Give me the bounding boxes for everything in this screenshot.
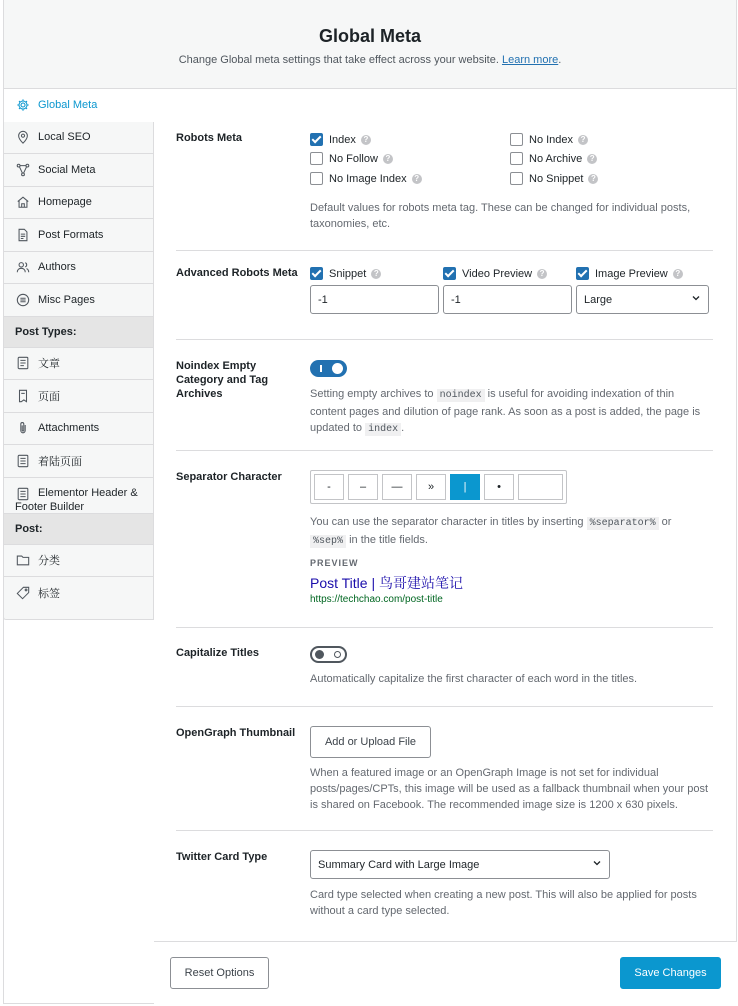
sidebar-item-tag[interactable] xyxy=(4,577,153,610)
subtitle-text: Change Global meta settings that take effect across your website. xyxy=(178,54,499,66)
separator-option-active[interactable]: | xyxy=(450,474,480,500)
location-pin-icon xyxy=(15,129,31,145)
preview-url: https://techchao.com/post-title xyxy=(310,594,443,605)
checkbox-box xyxy=(310,172,323,185)
custom-separator-input[interactable] xyxy=(518,474,563,500)
page-header xyxy=(3,0,737,89)
sidebar-item-label: Social Meta xyxy=(38,163,96,176)
page-subtitle xyxy=(4,54,736,66)
help-icon[interactable]: ? xyxy=(537,269,547,279)
sidebar-item-label: 分类 xyxy=(38,555,60,568)
separator-option[interactable]: • xyxy=(484,474,514,500)
checkbox-label: No Archive xyxy=(529,152,583,165)
sidebar-item-category[interactable] xyxy=(4,545,153,578)
separator-help xyxy=(310,514,713,550)
noarchive-checkbox[interactable] xyxy=(510,152,597,165)
checkbox-box xyxy=(510,133,523,146)
image-preview-checkbox[interactable] xyxy=(576,267,683,280)
opengraph-row xyxy=(176,707,713,831)
landing-page-icon xyxy=(15,453,31,469)
capitalize-help: Automatically capitalize the first character of each word in the titles. xyxy=(310,673,638,685)
post-types-heading: Post Types: xyxy=(4,317,153,348)
subtitle-period: . xyxy=(558,54,562,66)
noindex-empty-row xyxy=(176,340,713,451)
sidebar-item-local-seo[interactable] xyxy=(4,122,153,155)
checkbox-box xyxy=(443,267,456,280)
noimageindex-checkbox[interactable] xyxy=(310,172,422,185)
sidebar-item-label: Homepage xyxy=(38,196,92,209)
share-icon xyxy=(15,162,31,178)
sidebar-item-post-formats[interactable] xyxy=(4,219,153,252)
help-text: You can use the separator character in titles by inserting xyxy=(310,516,584,528)
sidebar-item-label: Attachments xyxy=(38,422,100,435)
help-text: in the title fields. xyxy=(349,534,428,546)
checkbox-label: No Follow xyxy=(329,152,378,165)
snippet-input[interactable]: -1 xyxy=(310,285,439,314)
robots-meta-help: Default values for robots meta tag. These can be changed for individual posts, taxonomies, etc. xyxy=(310,202,691,230)
robots-meta-label: Robots Meta xyxy=(176,132,242,144)
nofollow-checkbox[interactable] xyxy=(310,152,393,165)
checkbox-label: Image Preview xyxy=(595,267,668,280)
capitalize-label: Capitalize Titles xyxy=(176,647,259,659)
help-icon[interactable]: ? xyxy=(383,154,393,164)
noindex-empty-help xyxy=(310,386,713,438)
sidebar-item-label: 标签 xyxy=(38,588,60,601)
help-text: or xyxy=(661,516,672,528)
checkbox-label: Snippet xyxy=(329,267,367,280)
sidebar-item-label: Misc Pages xyxy=(38,293,95,306)
sidebar-item-global-meta[interactable] xyxy=(4,89,154,122)
separator-options xyxy=(310,470,567,504)
checkbox-label: Video Preview xyxy=(462,267,533,280)
chevron-down-icon xyxy=(592,858,602,871)
help-icon[interactable]: ? xyxy=(361,135,371,145)
twitter-help: Card type selected when creating a new post. This will also be applied for posts without a card type selected. xyxy=(310,889,697,917)
opengraph-label: OpenGraph Thumbnail xyxy=(176,727,296,739)
help-icon[interactable]: ? xyxy=(371,269,381,279)
sidebar-item-social-meta[interactable] xyxy=(4,154,153,187)
nosnippet-checkbox[interactable] xyxy=(510,172,598,185)
sidebar-item-label: 着陆页面 xyxy=(38,455,82,468)
page-icon xyxy=(15,388,31,404)
help-icon[interactable]: ? xyxy=(588,174,598,184)
save-changes-button[interactable]: Save Changes xyxy=(620,957,721,989)
sidebar-item-homepage[interactable] xyxy=(4,187,153,220)
checkbox-label: No Snippet xyxy=(529,172,584,185)
sidebar-item-landing-page[interactable] xyxy=(4,445,153,478)
checkbox-label: Index xyxy=(329,133,356,146)
checkbox-box xyxy=(576,267,589,280)
checkbox-box xyxy=(510,152,523,165)
video-preview-input[interactable]: -1 xyxy=(443,285,572,314)
help-text: is useful for avoiding indexation of thin content pages and dilution of page rank. As soon as a post is added, the page is updated to xyxy=(310,388,701,434)
paperclip-icon xyxy=(15,420,31,436)
checkbox-box xyxy=(510,172,523,185)
separator-option[interactable]: – xyxy=(348,474,378,500)
tag-icon xyxy=(15,585,31,601)
settings-footer xyxy=(154,941,737,1004)
page-title: Global Meta xyxy=(318,26,421,46)
twitter-row xyxy=(176,831,713,941)
code-sep: %sep% xyxy=(310,535,346,548)
separator-option[interactable]: — xyxy=(382,474,412,500)
twitter-label: Twitter Card Type xyxy=(176,851,268,863)
preview-title: Post Title | 鸟哥建站笔记 xyxy=(310,575,463,591)
index-checkbox[interactable] xyxy=(310,133,371,146)
users-icon xyxy=(15,259,31,275)
twitter-card-select[interactable] xyxy=(310,850,610,879)
sidebar-item-label: Local SEO xyxy=(38,131,91,144)
separator-label: Separator Character xyxy=(176,471,282,483)
checkbox-box xyxy=(310,133,323,146)
capitalize-toggle[interactable] xyxy=(310,646,347,663)
advanced-robots-label: Advanced Robots Meta xyxy=(176,267,298,279)
checkbox-label: No Image Index xyxy=(329,172,407,185)
gear-icon xyxy=(15,97,31,113)
sidebar-item-page[interactable] xyxy=(4,380,153,413)
help-icon[interactable]: ? xyxy=(412,174,422,184)
sidebar-item-label: 文章 xyxy=(38,358,60,371)
document-icon xyxy=(15,227,31,243)
settings-sidebar xyxy=(3,89,154,620)
checkbox-label: No Index xyxy=(529,133,574,146)
sidebar-item-attachments[interactable] xyxy=(4,413,153,446)
help-icon[interactable]: ? xyxy=(578,135,588,145)
upload-file-button[interactable]: Add or Upload File xyxy=(310,726,431,758)
robots-meta-row xyxy=(176,89,713,251)
separator-option[interactable]: » xyxy=(416,474,446,500)
checkbox-box xyxy=(310,267,323,280)
select-value: Summary Card with Large Image xyxy=(318,858,480,871)
chevron-down-icon xyxy=(691,293,701,306)
help-text: . xyxy=(401,422,405,434)
sidebar-item-misc-pages[interactable] xyxy=(4,284,153,317)
noindex-empty-label: Noindex Empty Category and Tag Archives xyxy=(176,360,269,400)
noindex-checkbox[interactable] xyxy=(510,133,588,146)
sidebar-item-authors[interactable] xyxy=(4,252,153,285)
checkbox-box xyxy=(310,152,323,165)
home-icon xyxy=(15,194,31,210)
separator-option[interactable]: - xyxy=(314,474,344,500)
sidebar-item-label: Elementor Header & Footer Builder xyxy=(15,486,138,513)
sidebar-item-elementor[interactable] xyxy=(4,478,153,514)
sidebar-item-label: Global Meta xyxy=(38,99,98,112)
reset-options-button[interactable]: Reset Options xyxy=(170,957,269,989)
opengraph-help: When a featured image or an OpenGraph Image is not set for individual posts/pages/CPTs, this image will be used as a fallback thumbnail when your post is shared on Facebook. The recommended image size is 1200 x 630 pixels. xyxy=(310,767,709,811)
advanced-robots-row xyxy=(176,251,713,340)
help-icon[interactable]: ? xyxy=(587,154,597,164)
code-index: index xyxy=(365,423,401,436)
learn-more-link[interactable]: Learn more xyxy=(501,54,559,66)
help-text: Setting empty archives to xyxy=(310,388,434,400)
sidebar-item-label: Authors xyxy=(38,261,76,274)
separator-row xyxy=(176,451,713,628)
capitalize-row xyxy=(176,628,713,707)
select-value: Large xyxy=(584,293,613,306)
code-noindex: noindex xyxy=(437,389,485,402)
post-icon xyxy=(15,355,31,371)
snippet-checkbox[interactable] xyxy=(310,267,381,280)
image-preview-select[interactable] xyxy=(576,285,709,314)
noindex-empty-toggle[interactable] xyxy=(310,360,347,377)
post-heading: Post: xyxy=(4,514,153,545)
sidebar-item-post[interactable] xyxy=(4,348,153,381)
list-circle-icon xyxy=(15,292,31,308)
help-icon[interactable]: ? xyxy=(673,269,683,279)
video-preview-checkbox[interactable] xyxy=(443,267,547,280)
preview-label: PREVIEW xyxy=(310,558,359,568)
code-separator: %separator% xyxy=(587,517,659,530)
sidebar-item-label: 页面 xyxy=(38,390,60,403)
sidebar-item-label: Post Formats xyxy=(38,228,104,241)
folder-icon xyxy=(15,552,31,568)
